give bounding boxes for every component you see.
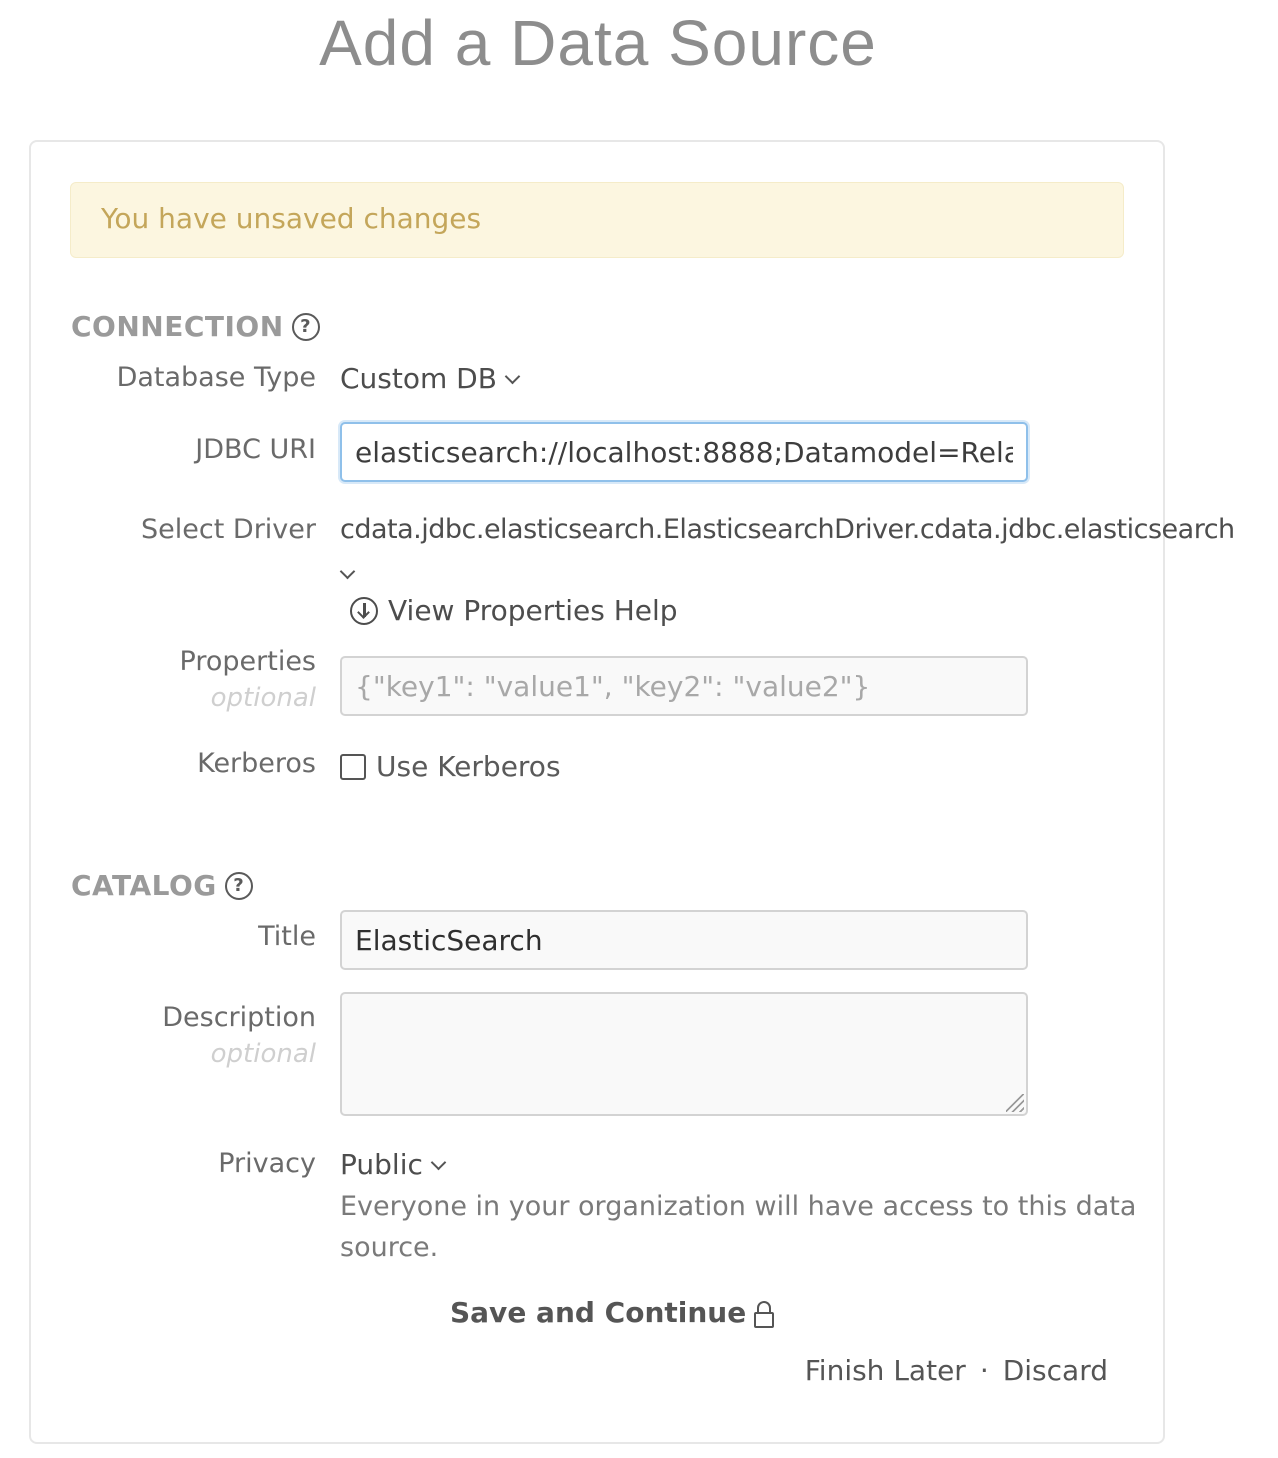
privacy-value: Public: [340, 1148, 423, 1181]
privacy-label: Privacy: [218, 1148, 316, 1179]
save-and-continue-label: Save and Continue: [450, 1296, 747, 1329]
title-label: Title: [258, 921, 316, 952]
database-type-value: Custom DB: [340, 362, 497, 395]
catalog-heading-text: CATALOG: [71, 869, 217, 902]
title-input[interactable]: [340, 910, 1028, 970]
textarea-resize-handle[interactable]: [1006, 1094, 1024, 1112]
use-kerberos-checkbox[interactable]: [340, 754, 366, 780]
properties-input[interactable]: [340, 656, 1028, 716]
properties-optional-hint: optional: [210, 683, 316, 713]
properties-label: [180, 646, 316, 713]
question-circle-icon[interactable]: ?: [292, 313, 320, 341]
privacy-description: Everyone in your organization will have access to this data source.: [340, 1191, 1137, 1263]
finish-later-link[interactable]: Finish Later: [804, 1354, 966, 1387]
description-optional-hint: optional: [210, 1039, 316, 1069]
description-label-text: Description: [162, 1002, 316, 1033]
jdbc-uri-label: JDBC URI: [195, 434, 316, 465]
footer-links: [805, 1354, 1108, 1387]
view-properties-help-text: View Properties Help: [388, 594, 678, 627]
view-properties-help-link[interactable]: [350, 594, 678, 627]
use-kerberos-option[interactable]: [340, 750, 561, 783]
privacy-select[interactable]: [340, 1148, 444, 1181]
question-circle-icon[interactable]: ?: [225, 872, 253, 900]
chevron-down-icon: [340, 564, 356, 580]
unsaved-changes-alert: You have unsaved changes: [70, 182, 1124, 258]
connection-heading-text: CONNECTION: [71, 310, 284, 343]
link-separator: ·: [979, 1354, 989, 1387]
chevron-down-icon: [505, 369, 521, 385]
arrow-down-circle-icon: [350, 597, 378, 625]
properties-label-text: Properties: [179, 646, 316, 677]
use-kerberos-label: Use Kerberos: [376, 750, 561, 783]
catalog-heading: [71, 869, 253, 902]
select-driver-value: cdata.jdbc.elasticsearch.ElasticsearchDriver.cdata.jdbc.elasticsearch: [340, 514, 1235, 545]
description-label: [162, 1002, 316, 1069]
select-driver-label: Select Driver: [141, 514, 316, 545]
description-textarea[interactable]: [340, 992, 1028, 1116]
database-type-select[interactable]: [340, 362, 518, 395]
connection-heading: [71, 310, 320, 343]
select-driver-dropdown[interactable]: [338, 566, 353, 585]
save-and-continue-button[interactable]: [450, 1296, 774, 1329]
kerberos-label: Kerberos: [197, 748, 316, 779]
chevron-down-icon: [431, 1155, 447, 1171]
lock-icon: [754, 1301, 774, 1325]
jdbc-uri-input[interactable]: [340, 422, 1028, 482]
discard-link[interactable]: Discard: [1002, 1354, 1108, 1387]
database-type-label: Database Type: [116, 362, 316, 393]
select-driver-select[interactable]: [340, 514, 1235, 545]
page-title: Add a Data Source: [319, 7, 877, 79]
